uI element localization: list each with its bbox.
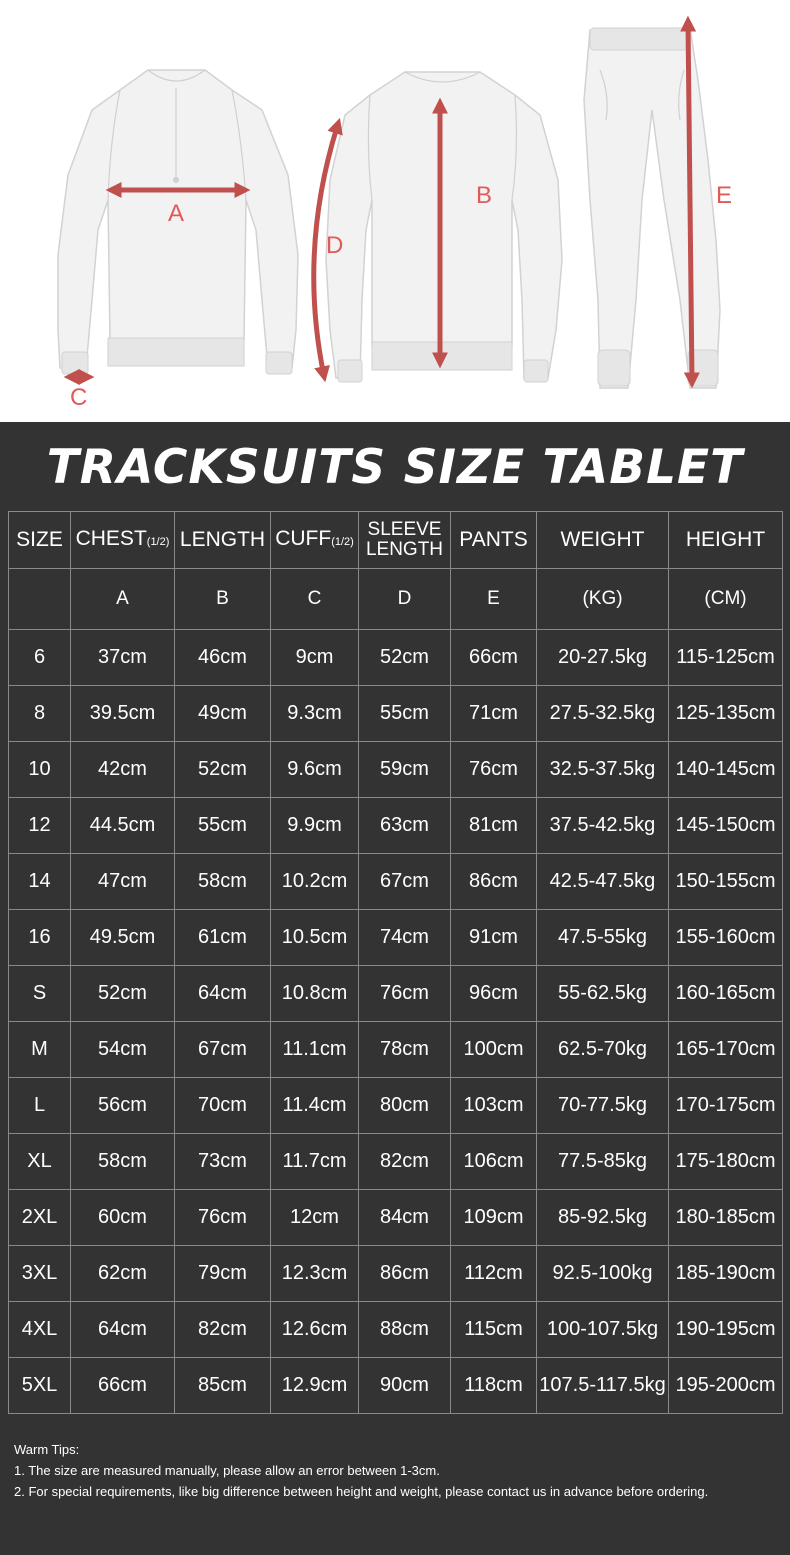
measurement-cell: 70-77.5kg <box>537 1078 669 1134</box>
size-cell: 3XL <box>9 1246 71 1302</box>
measurement-cell: 10.2cm <box>271 854 359 910</box>
measurement-cell: 195-200cm <box>669 1358 783 1414</box>
back-jacket <box>326 72 562 382</box>
measurement-cell: 106cm <box>451 1134 537 1190</box>
measurement-cell: 160-165cm <box>669 966 783 1022</box>
table-header-row <box>9 512 783 569</box>
size-cell: M <box>9 1022 71 1078</box>
header-length: LENGTH <box>175 512 271 569</box>
page-title: TRACKSUITS SIZE TABLET <box>46 440 744 495</box>
measurement-cell: 140-145cm <box>669 742 783 798</box>
measurement-cell: 9cm <box>271 630 359 686</box>
table-row <box>9 798 783 854</box>
measurement-cell: 190-195cm <box>669 1302 783 1358</box>
size-cell: 14 <box>9 854 71 910</box>
measurement-cell: 96cm <box>451 966 537 1022</box>
measurement-cell: 81cm <box>451 798 537 854</box>
measurement-cell: 85-92.5kg <box>537 1190 669 1246</box>
measurement-cell: 155-160cm <box>669 910 783 966</box>
measurement-cell: 125-135cm <box>669 686 783 742</box>
measurement-cell: 64cm <box>71 1302 175 1358</box>
size-cell: 5XL <box>9 1358 71 1414</box>
label-c: C <box>70 384 88 411</box>
key-cell: (KG) <box>537 569 669 630</box>
measurement-cell: 11.4cm <box>271 1078 359 1134</box>
measurement-cell: 44.5cm <box>71 798 175 854</box>
table-row <box>9 1134 783 1190</box>
header-cuff: CUFF(1/2) <box>271 512 359 569</box>
header-chest: CHEST(1/2) <box>71 512 175 569</box>
key-cell: B <box>175 569 271 630</box>
label-e: E <box>716 182 733 209</box>
table-row <box>9 630 783 686</box>
measurement-cell: 12cm <box>271 1190 359 1246</box>
measurement-cell: 46cm <box>175 630 271 686</box>
size-cell: 10 <box>9 742 71 798</box>
measurement-cell: 58cm <box>175 854 271 910</box>
size-cell: L <box>9 1078 71 1134</box>
size-cell: XL <box>9 1134 71 1190</box>
measurement-cell: 118cm <box>451 1358 537 1414</box>
measurement-cell: 49.5cm <box>71 910 175 966</box>
measurement-cell: 10.8cm <box>271 966 359 1022</box>
header-sleeve-length: SLEEVE LENGTH <box>359 512 451 569</box>
measurement-cell: 49cm <box>175 686 271 742</box>
measurement-cell: 12.9cm <box>271 1358 359 1414</box>
measurement-cell: 100cm <box>451 1022 537 1078</box>
measurement-cell: 88cm <box>359 1302 451 1358</box>
size-table <box>8 511 783 1414</box>
measurement-cell: 92.5-100kg <box>537 1246 669 1302</box>
measurement-cell: 27.5-32.5kg <box>537 686 669 742</box>
key-cell <box>9 569 71 630</box>
measurement-cell: 55cm <box>359 686 451 742</box>
measurement-cell: 52cm <box>71 966 175 1022</box>
measurement-cell: 42cm <box>71 742 175 798</box>
measurement-cell: 109cm <box>451 1190 537 1246</box>
measurement-cell: 112cm <box>451 1246 537 1302</box>
header-size: SIZE <box>9 512 71 569</box>
key-cell: D <box>359 569 451 630</box>
measurement-cell: 37.5-42.5kg <box>537 798 669 854</box>
measurement-cell: 11.7cm <box>271 1134 359 1190</box>
header-weight: WEIGHT <box>537 512 669 569</box>
measurement-cell: 58cm <box>71 1134 175 1190</box>
measurement-cell: 85cm <box>175 1358 271 1414</box>
measurement-cell: 20-27.5kg <box>537 630 669 686</box>
measurement-cell: 52cm <box>175 742 271 798</box>
measurement-cell: 79cm <box>175 1246 271 1302</box>
garment-drawings <box>0 0 790 422</box>
measurement-cell: 9.9cm <box>271 798 359 854</box>
table-row <box>9 1190 783 1246</box>
label-a: A <box>168 200 185 227</box>
measurement-cell: 76cm <box>451 742 537 798</box>
measurement-cell: 76cm <box>359 966 451 1022</box>
measurement-cell: 77.5-85kg <box>537 1134 669 1190</box>
key-cell: C <box>271 569 359 630</box>
measurement-cell: 9.6cm <box>271 742 359 798</box>
measurement-cell: 86cm <box>359 1246 451 1302</box>
measurement-cell: 63cm <box>359 798 451 854</box>
measurement-cell: 52cm <box>359 630 451 686</box>
size-cell: 4XL <box>9 1302 71 1358</box>
measurement-cell: 103cm <box>451 1078 537 1134</box>
tip-item: 1. The size are measured manually, please allow an error between 1-3cm. <box>14 1463 440 1478</box>
measurement-cell: 150-155cm <box>669 854 783 910</box>
table-row <box>9 1302 783 1358</box>
table-row <box>9 910 783 966</box>
measurement-cell: 82cm <box>359 1134 451 1190</box>
measurement-cell: 62cm <box>71 1246 175 1302</box>
measurement-cell: 55-62.5kg <box>537 966 669 1022</box>
label-b: B <box>476 182 493 209</box>
measurement-cell: 32.5-37.5kg <box>537 742 669 798</box>
measurement-cell: 66cm <box>71 1358 175 1414</box>
table-row <box>9 686 783 742</box>
measurement-cell: 37cm <box>71 630 175 686</box>
measurement-cell: 84cm <box>359 1190 451 1246</box>
table-row <box>9 966 783 1022</box>
measurement-cell: 56cm <box>71 1078 175 1134</box>
key-cell: (CM) <box>669 569 783 630</box>
header-pants: PANTS <box>451 512 537 569</box>
measurement-cell: 115-125cm <box>669 630 783 686</box>
table-row <box>9 1246 783 1302</box>
measurement-cell: 67cm <box>359 854 451 910</box>
measurement-cell: 70cm <box>175 1078 271 1134</box>
measurement-cell: 91cm <box>451 910 537 966</box>
measurement-key-row <box>9 569 783 630</box>
measurement-cell: 145-150cm <box>669 798 783 854</box>
measurement-cell: 185-190cm <box>669 1246 783 1302</box>
header-height: HEIGHT <box>669 512 783 569</box>
measurement-cell: 59cm <box>359 742 451 798</box>
measurement-cell: 67cm <box>175 1022 271 1078</box>
measurement-cell: 73cm <box>175 1134 271 1190</box>
table-row <box>9 742 783 798</box>
size-cell: S <box>9 966 71 1022</box>
measurement-cell: 80cm <box>359 1078 451 1134</box>
measurement-cell: 60cm <box>71 1190 175 1246</box>
size-cell: 2XL <box>9 1190 71 1246</box>
measurement-cell: 9.3cm <box>271 686 359 742</box>
measurement-cell: 115cm <box>451 1302 537 1358</box>
measurement-cell: 61cm <box>175 910 271 966</box>
measurement-cell: 10.5cm <box>271 910 359 966</box>
table-row <box>9 1022 783 1078</box>
key-cell: A <box>71 569 175 630</box>
size-cell: 6 <box>9 630 71 686</box>
measurement-cell: 42.5-47.5kg <box>537 854 669 910</box>
measurement-cell: 175-180cm <box>669 1134 783 1190</box>
measurement-cell: 62.5-70kg <box>537 1022 669 1078</box>
measurement-cell: 64cm <box>175 966 271 1022</box>
size-cell: 8 <box>9 686 71 742</box>
measurement-cell: 71cm <box>451 686 537 742</box>
measurement-cell: 54cm <box>71 1022 175 1078</box>
measurement-cell: 78cm <box>359 1022 451 1078</box>
warm-tips <box>14 1439 708 1502</box>
table-row <box>9 854 783 910</box>
measurement-cell: 76cm <box>175 1190 271 1246</box>
measurement-cell: 47cm <box>71 854 175 910</box>
tips-heading: Warm Tips: <box>14 1442 80 1457</box>
measurement-cell: 66cm <box>451 630 537 686</box>
size-cell: 12 <box>9 798 71 854</box>
size-cell: 16 <box>9 910 71 966</box>
pants <box>584 28 720 388</box>
table-row <box>9 1358 783 1414</box>
measurement-cell: 165-170cm <box>669 1022 783 1078</box>
measurement-cell: 39.5cm <box>71 686 175 742</box>
key-cell: E <box>451 569 537 630</box>
tip-item: 2. For special requirements, like big difference between height and weight, please contact us in advance before ordering. <box>14 1484 709 1499</box>
measurement-cell: 100-107.5kg <box>537 1302 669 1358</box>
measurement-illustration <box>0 0 790 422</box>
measurement-cell: 86cm <box>451 854 537 910</box>
measurement-cell: 74cm <box>359 910 451 966</box>
measurement-cell: 90cm <box>359 1358 451 1414</box>
measurement-cell: 12.3cm <box>271 1246 359 1302</box>
label-d: D <box>326 232 344 259</box>
measurement-cell: 107.5-117.5kg <box>537 1358 669 1414</box>
measurement-cell: 12.6cm <box>271 1302 359 1358</box>
measurement-cell: 11.1cm <box>271 1022 359 1078</box>
measurement-cell: 170-175cm <box>669 1078 783 1134</box>
measurement-cell: 180-185cm <box>669 1190 783 1246</box>
measurement-cell: 55cm <box>175 798 271 854</box>
measurement-cell: 47.5-55kg <box>537 910 669 966</box>
measurement-cell: 82cm <box>175 1302 271 1358</box>
table-row <box>9 1078 783 1134</box>
